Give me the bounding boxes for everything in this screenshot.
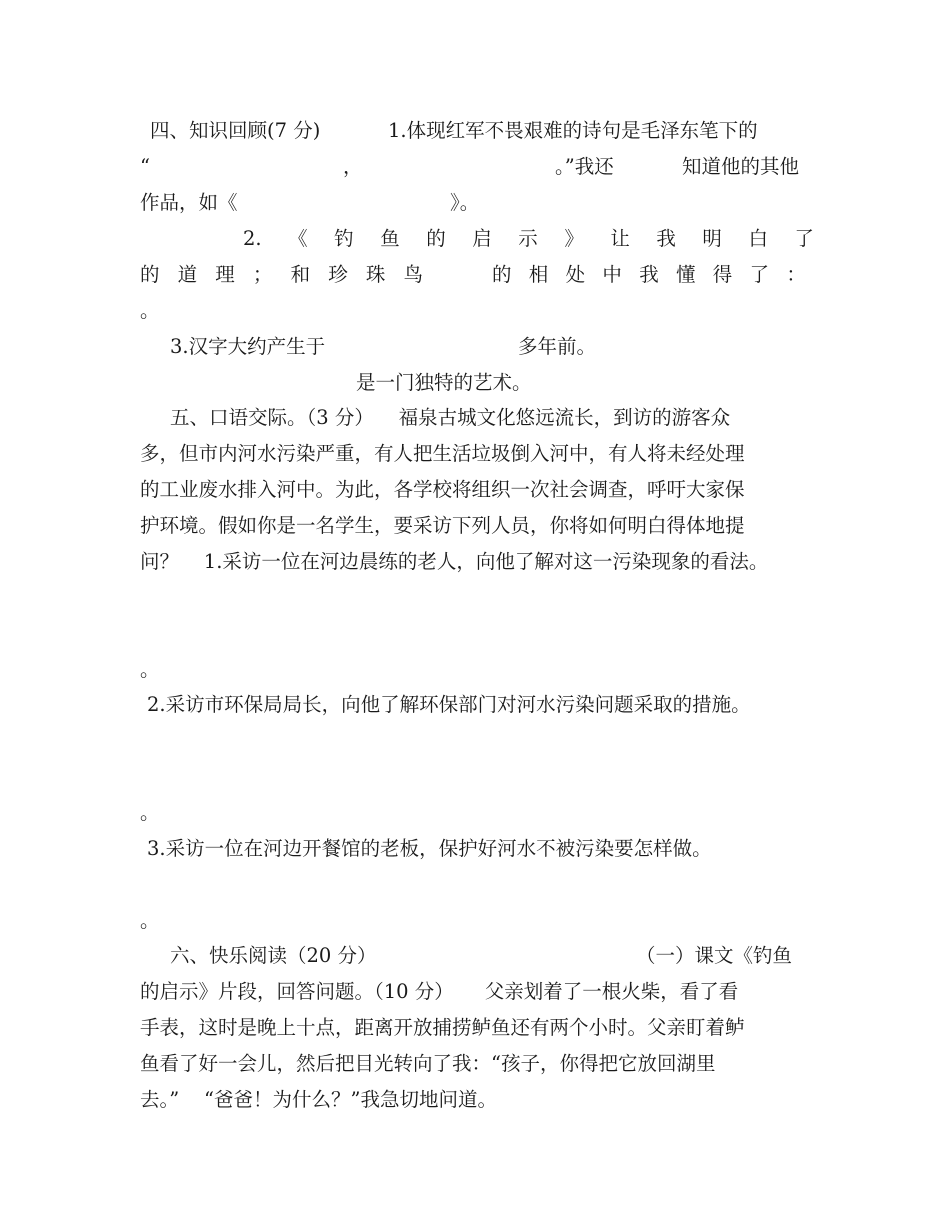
q2-line-1 [243,226,814,252]
q2-line-2a-char: 的 [140,263,160,286]
section6-subheading: （一）课文《钓鱼 [636,944,793,967]
q2-line-2b-char: 得 [712,263,733,286]
q3-line-b: 是一门独特的艺术。 [356,371,532,394]
q2-line-1-char: 》 [564,227,584,250]
q1-tail: 知道他的其他 [682,155,800,178]
section5-line-2: 多，但市内河水污染严重，有人把生活垃圾倒入河中，有人将未经处理 [140,442,745,465]
section5-question-3: 3.采访一位在河边开餐馆的老板，保护好河水不被污染要怎样做。 [147,837,712,860]
q2-line-3: 。 [140,299,160,322]
q2-line-2a-char: 理 [215,263,235,286]
q1-comma: ， [343,155,363,178]
section5-line-3: 的工业废水排入河中。为此，各学校将组织一次社会调查，呼吁大家保 [140,478,745,501]
q2-line-2b-char: 我 [639,263,659,286]
q2-line-1-char: 了 [794,227,814,250]
q2-line-1-char: 2. [243,227,262,250]
q2-line-2a-char: 道 [177,263,198,286]
q3-line-a-start: 3.汉字大约产生于 [170,335,326,358]
q2-line-1-char: 启 [472,227,492,250]
section5-line-5: 问？ 1.采访一位在河边晨练的老人，向他了解对这一污染现象的看法。 [140,550,769,573]
section5-line-1: 五、口语交际。（3 分） 福泉古城文化悠远流长，到访的游客众 [170,406,731,429]
q2-line-2a [140,262,423,288]
q1-works-start: 作品，如《 [140,191,238,214]
q2-line-1-char: 鱼 [380,227,400,250]
q2-line-1-char: 白 [748,227,768,250]
q2-line-2b-char: 处 [565,263,586,286]
q2-line-2b-char: 中 [602,263,622,286]
q2-line-1-char: 我 [656,227,676,250]
section6-line-2: 手表，这时是晚上十点，距离开放捕捞鲈鱼还有两个小时。父亲盯着鲈 [140,1016,745,1039]
q2-line-1-char: 明 [702,227,722,250]
q2-line-2a-char: ； [252,263,273,286]
q2-line-2b-char: 的 [492,263,512,286]
section6-line-4: 去。” “爸爸！为什么？”我急切地问道。 [140,1088,497,1111]
q1-works-end: 》。 [450,191,480,214]
q2-line-1-char: 《 [288,227,308,250]
q2-line-2b [492,262,806,288]
q1-line-a: 1.体现红军不畏艰难的诗句是毛泽东笔下的 [388,119,758,142]
section5-answer-end-2: 。 [140,801,160,824]
q2-line-1-char: 让 [610,227,630,250]
section4-heading: 四、知识回顾(7 分) [150,119,321,142]
section6-line-3: 鱼看了好一会儿，然后把目光转向了我：“孩子，你得把它放回湖里 [140,1052,716,1075]
q2-line-1-char: 的 [426,227,446,250]
section5-line-4: 护环境。假如你是一名学生，要采访下列人员，你将如何明白得体地提 [140,514,745,537]
section5-answer-end-3: 。 [140,909,160,932]
section6-line-1: 的启示》片段，回答问题。（10 分） 父亲划着了一根火柴，看了看 [140,980,739,1003]
q2-line-2a-char: 鸟 [403,263,423,286]
q2-line-1-char: 钓 [334,227,354,250]
q2-line-2b-char: ： [786,263,806,286]
q2-line-2b-char: 懂 [675,263,696,286]
q2-line-2a-char: 珍 [328,263,348,286]
q2-line-2a-char: 和 [290,263,311,286]
section6-heading: 六、快乐阅读（20 分） [170,944,377,967]
q2-line-2b-char: 相 [528,263,549,286]
section5-answer-end-1: 。 [140,658,160,681]
q1-end: 。”我还 [555,155,614,178]
q1-open-quote: “ [140,155,150,178]
q2-line-2a-char: 珠 [365,263,386,286]
q2-line-1-char: 示 [518,227,538,250]
q3-line-a-end: 多年前。 [518,335,597,358]
section5-question-2: 2.采访市环保局局长，向他了解环保部门对河水污染问题采取的措施。 [147,693,751,716]
q2-line-2b-char: 了 [749,263,770,286]
